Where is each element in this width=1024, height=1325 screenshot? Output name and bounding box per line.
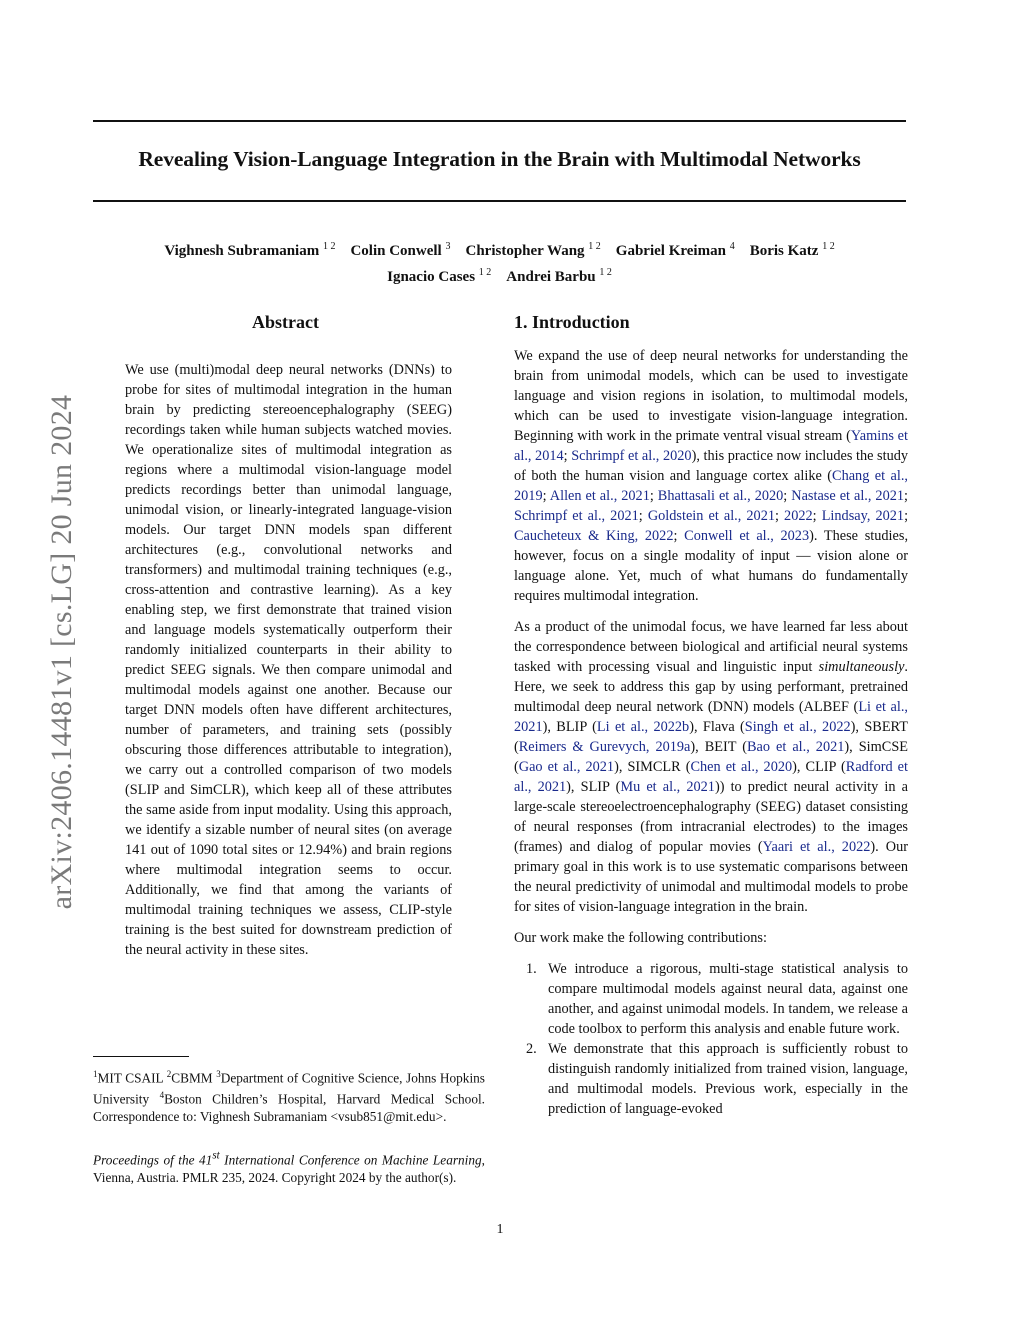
citation-link[interactable]: Chen et al., 2020: [690, 759, 793, 775]
text-run: ), BLIP (: [542, 719, 597, 735]
text-run: ), CLIP (: [792, 759, 846, 775]
contribution-number: 2.: [526, 1041, 537, 1057]
proceedings-note: [93, 1148, 485, 1186]
text-run: Department of Cognitive Science, Johns Hopkins University: [93, 1070, 485, 1107]
author-name: Christopher Wang: [465, 243, 585, 259]
emphasis-text: [212, 1152, 219, 1167]
author-line-2: [93, 262, 906, 288]
citation-link[interactable]: Mu et al., 2021: [620, 779, 715, 795]
text-run: ). Our primary goal in this work is to use systematic comparisons between the neural predictivity of unimodal and multimodal models to probe for sites of vision-language integration in the brain.: [514, 839, 908, 915]
affiliation-footnote: [93, 1066, 485, 1125]
text-run: ;: [542, 488, 550, 504]
author-affiliation: 3: [445, 241, 451, 252]
author-affiliation: 1 2: [322, 241, 336, 252]
contribution-number: 1.: [526, 961, 537, 977]
text-run: ;: [649, 488, 658, 504]
footnote-mark: 4: [159, 1089, 165, 1100]
superscript: st: [212, 1150, 220, 1162]
author-name: Ignacio Cases: [387, 269, 476, 285]
text-run: ;: [775, 508, 785, 524]
text-run: ), Flava (: [689, 719, 745, 735]
title-bottom-rule: [93, 200, 906, 202]
abstract-heading: Abstract: [252, 312, 319, 332]
text-run: ), SBERT (: [514, 719, 908, 755]
author-name: Andrei Barbu: [506, 269, 596, 285]
contribution-item: [514, 1039, 908, 1119]
text-run: ;: [783, 488, 792, 504]
page-number: 1: [496, 1222, 504, 1237]
author-list: [93, 236, 906, 288]
text-run: ), SIMCLR (: [614, 759, 691, 775]
text-run: CBMM: [171, 1070, 217, 1086]
emphasis-text: simultaneously: [818, 659, 905, 675]
text-run: ;: [812, 508, 822, 524]
emphasis-text: International Conference on Machine Learning: [219, 1152, 482, 1168]
citation-link[interactable]: Yamins et al., 2014: [514, 428, 908, 464]
text-run: ), SimCSE (: [514, 739, 909, 775]
text-run: MIT CSAIL: [97, 1070, 167, 1086]
text-run: ;: [673, 528, 685, 544]
footnote-mark: 2: [166, 1069, 172, 1079]
footnote-mark: 3: [216, 1069, 221, 1079]
emphasis-text: 41: [199, 1152, 213, 1168]
citation-link[interactable]: Goldstein et al., 2021: [647, 508, 775, 524]
text-run: ;: [638, 508, 648, 524]
text-run: , Vienna, Austria. PMLR 235, 2024. Copyright 2024 by the author(s).: [93, 1152, 485, 1185]
text-run: ;: [563, 448, 572, 464]
paper-title: Revealing Vision-Language Integration in the Brain with Multimodal Networks: [138, 147, 861, 171]
citation-link[interactable]: Bao et al., 2021: [747, 739, 845, 755]
emphasis-text: Proceedings of the: [93, 1152, 200, 1168]
author-affiliation: 1 2: [599, 267, 612, 278]
footnote-rule: [93, 1056, 189, 1057]
top-rule: [93, 120, 906, 122]
text-run: . Here, we seek to address this gap by using performant, pretrained multimodal deep neural network (DNN) models (ALBEF (: [514, 659, 908, 715]
text-run: ), SLIP (: [566, 779, 621, 795]
citation-link[interactable]: Reimers & Gurevych, 2019a: [518, 739, 691, 755]
author-name: Vighnesh Subramaniam: [164, 243, 320, 259]
text-run: ). These studies, however, focus on a single modality of input — vision alone or language alone. Yet, much of what humans do fundamentally requires multimodal integration.: [514, 528, 909, 604]
author-name: Colin Conwell: [350, 243, 442, 259]
citation-link[interactable]: Radford et al., 2021: [514, 759, 908, 795]
text-run: Boston Children’s Hospital, Harvard Medical School. Correspondence to: Vighnesh Subramaniam <vsub851@mit.edu>.: [93, 1091, 485, 1124]
text-run: We expand the use of deep neural networks for understanding the brain from unimodal models, which can be used to investigate language and vision regions in isolation, to multimodal models, which can be used to investigate vision-language integration. Beginning with work in the primate ventral visual stream (: [514, 348, 908, 444]
contribution-text: We introduce a rigorous, multi-stage statistical analysis to compare multimodal models against neural data, against one another, and against unimodal models. In tandem, we release a code toolbox to perform this analysis and enable future work.: [548, 961, 908, 1037]
citation-link[interactable]: Gao et al., 2021: [518, 759, 615, 775]
citation-link[interactable]: Li et al., 2021: [514, 699, 909, 735]
citation-link[interactable]: Li et al., 2022b: [596, 719, 690, 735]
introduction-body: [514, 346, 908, 1119]
author-name: Boris Katz: [749, 243, 819, 259]
author-affiliation: 1 2: [478, 267, 492, 278]
author-name: Gabriel Kreiman: [615, 243, 726, 259]
text-run: As a product of the unimodal focus, we have learned far less about the correspondence between biological and artificial neural systems tasked with processing visual and linguistic input: [514, 619, 908, 675]
contribution-text: We demonstrate that this approach is sufficiently robust to distinguish randomly initialized from trained vision, language, and multimodal models. Previous work, especially in the prediction of language-evoked: [548, 1041, 908, 1117]
contribution-list: [514, 959, 908, 1119]
text-run: )) to predict neural activity in a large-scale stereoelectroencephalography (SEEG) dataset consisting of neural responses (from intracranial electrodes) to the images (frames) and dialog of popular movies (: [514, 779, 908, 855]
author-affiliation: 1 2: [588, 241, 601, 252]
citation-link[interactable]: Conwell et al., 2023: [684, 528, 810, 544]
contribution-item: [514, 959, 908, 1039]
intro-paragraph-3: Our work make the following contributions:: [514, 930, 767, 946]
author-affiliation: 1 2: [822, 241, 835, 252]
citation-link[interactable]: Bhattasali et al., 2020: [657, 488, 784, 504]
arxiv-stamp: arXiv:2406.14481v1 [cs.LG] 20 Jun 2024: [45, 394, 78, 910]
text-run: ), BEIT (: [690, 739, 747, 755]
citation-link[interactable]: 2022: [784, 508, 813, 524]
citation-link[interactable]: Schrimpf et al., 2020: [571, 448, 692, 464]
citation-link[interactable]: Lindsay, 2021: [821, 508, 905, 524]
author-affiliation: 4: [729, 241, 735, 252]
citation-link[interactable]: Nastase et al., 2021: [791, 488, 905, 504]
text-run: ;: [904, 508, 909, 524]
intro-paragraph-2: [514, 617, 908, 917]
citation-link[interactable]: Singh et al., 2022: [744, 719, 851, 735]
citation-link[interactable]: Caucheteux & King, 2022: [514, 528, 674, 544]
footnote-mark: 1: [93, 1069, 98, 1079]
introduction-heading: 1. Introduction: [514, 312, 630, 332]
citation-link[interactable]: Schrimpf et al., 2021: [514, 508, 639, 524]
citation-link[interactable]: Yaari et al., 2022: [762, 839, 871, 855]
abstract-body: We use (multi)modal deep neural networks (DNNs) to probe for sites of multimodal integration in the human brain by predicting stereoencephalography (SEEG) recordings taken while human subjects watched movies. We operationalize sites of multimodal integration as regions where a multimodal vision-language model predicts recordings better than unimodal language, unimodal vision, or linearly-integrated language-vision models. Our target DNN models span different architectures (e.g., convolutional networks and transformers) and multimodal training techniques (e.g., cross-attention and contrastive learning). As a key enabling step, we first demonstrate that trained vision and language models systematically outperform their randomly initialized counterparts in their ability to predict SEEG signals. We then compare unimodal and multimodal models against one another. Because our target DNN models often have different architectures, number of parameters, and training sets (possibly obscuring those differences attributable to integration), we carry out a controlled comparison of two models (SLIP and SimCLR), which keep all of these attributes the same aside from input modality. Using this approach, we identify a sizable number of neural sites (on average 141 out of 1090 total sites or 12.94%) and brain regions where multimodal integration seems to occur. Additionally, we find that among the variants of multimodal training techniques we assess, CLIP-style training is the best suited for downstream prediction of the neural activity in these sites.: [125, 362, 452, 958]
citation-link[interactable]: Chang et al., 2019: [514, 468, 908, 504]
intro-paragraph-1: [514, 346, 908, 606]
text-run: ;: [904, 488, 909, 504]
citation-link[interactable]: Allen et al., 2021: [549, 488, 650, 504]
author-line-1: [93, 236, 906, 262]
text-run: ), this practice now includes the study of both the human vision and language cortex alike (: [514, 448, 909, 484]
